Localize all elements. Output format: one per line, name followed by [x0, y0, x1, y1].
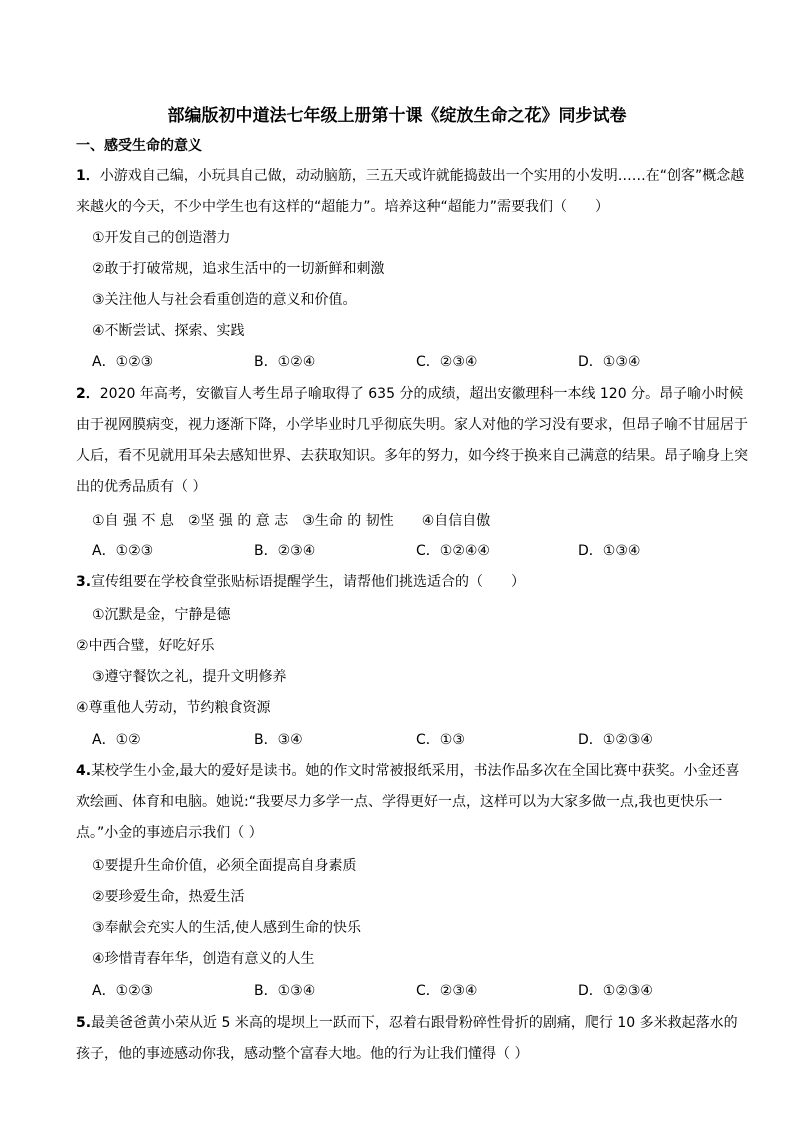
choice-a[interactable]: A．①②③: [92, 354, 154, 370]
answer-choices: [92, 980, 712, 1002]
section-heading: 一、感受生命的意义: [76, 138, 202, 154]
question-number: 2．: [76, 386, 100, 402]
question-text: 小游戏自己编，小玩具自己做，动动脑筋，三五天或许就能捣鼓出一个实用的小发明……在“创客”概念越来越火的今天，不少中学生也有这样的“超能力”。培养这种“超能力”需要我们（ ）: [76, 168, 745, 215]
option-item: ④尊重他人劳动，节约粮食资源: [76, 700, 271, 716]
question-text: 某校学生小金,最大的爱好是读书。她的作文时常被报纸采用，书法作品多次在全国比赛中获奖。小金还喜欢绘画、体育和电脑。她说:“我要尽力多学一点、学得更好一点，这样可以为大家多做一点,我也更快乐一点。”小金的事迹启示我们（ ）: [76, 763, 740, 841]
choice-d[interactable]: D．①②③④: [578, 983, 653, 999]
choice-b[interactable]: B．②③④: [254, 543, 316, 559]
question-text: 最美爸爸黄小荣从近 5 米高的堤坝上一跃而下，忍着右跟骨粉碎性骨折的剧痛，爬行 10 多米救起落水的孩子，他的事迹感动你我，感动整个富春大地。他的行为让我们懂得（ ）: [76, 1015, 738, 1062]
choice-c[interactable]: C．②③④: [416, 983, 478, 999]
choice-b[interactable]: B．①②④: [254, 354, 316, 370]
choice-c[interactable]: C．①③: [416, 732, 465, 748]
option-item: ④珍惜青春年华，创造有意义的人生: [92, 951, 315, 967]
question-1: [76, 161, 748, 223]
choice-d[interactable]: D．①③④: [578, 543, 641, 559]
answer-choices: [92, 729, 712, 751]
option-item: ①开发自己的创造潜力: [92, 230, 231, 246]
page-title: 部编版初中道法七年级上册第十课《绽放生命之花》同步试卷: [167, 106, 627, 126]
option-item: ①自 强 不 息 ②坚 强 的 意 志 ③生命 的 韧性 ④自信自傲: [92, 513, 491, 529]
question-number: 1．: [76, 168, 100, 184]
choice-c[interactable]: C．②③④: [416, 354, 478, 370]
choice-c[interactable]: C．①②④④: [416, 543, 490, 559]
option-item: ②敢于打破常规，追求生活中的一切新鲜和刺激: [92, 261, 385, 277]
option-item: ③关注他人与社会看重创造的意义和价值。: [92, 292, 357, 308]
question-text: 宣传组要在学校食堂张贴标语提醒学生，请帮他们挑选适合的（ ）: [91, 574, 526, 590]
option-item: ①沉默是金，宁静是德: [92, 607, 231, 623]
answer-choices: [92, 540, 712, 562]
choice-a[interactable]: A．①②: [92, 732, 141, 748]
option-item: ③遵守餐饮之礼，提升文明修养: [92, 669, 287, 685]
question-number: 4.: [76, 763, 92, 779]
option-item: ④不断尝试、探索、实践: [92, 323, 245, 339]
question-3: [76, 567, 748, 598]
question-text: 2020 年高考，安徽盲人考生昂子喻取得了 635 分的成绩，超出安徽理科一本线 120 分。昂子喻小时候由于视网膜病变，视力逐渐下降，小学毕业时几乎彻底失明。家人对他的学习没有要求，但昂子喻不甘屈居于人后，看不见就用耳朵去感知世界、去获取知识。多年的努力，如今终于换来自己满意的结果。昂子喻身上突出的优秀品质有（ ）: [76, 386, 748, 495]
choice-b[interactable]: B．①③④: [254, 983, 316, 999]
option-item: ②中西合璧，好吃好乐: [76, 638, 215, 654]
answer-choices: [92, 351, 712, 373]
choice-b[interactable]: B．③④: [254, 732, 303, 748]
question-number: 3.: [76, 574, 92, 590]
question-2: [76, 379, 748, 503]
choice-d[interactable]: D．①③④: [578, 354, 641, 370]
question-4: [76, 756, 748, 849]
option-item: ①要提升生命价值，必须全面提高自身素质: [92, 858, 357, 874]
question-5: [76, 1008, 748, 1070]
choice-a[interactable]: A．①②③: [92, 983, 154, 999]
choice-d[interactable]: D．①②③④: [578, 732, 653, 748]
question-number: 5.: [76, 1015, 92, 1031]
option-item: ②要珍爱生命，热爱生活: [92, 889, 245, 905]
option-item: ③奉献会充实人的生活,使人感到生命的快乐: [92, 920, 361, 936]
choice-a[interactable]: A．①②③: [92, 543, 154, 559]
